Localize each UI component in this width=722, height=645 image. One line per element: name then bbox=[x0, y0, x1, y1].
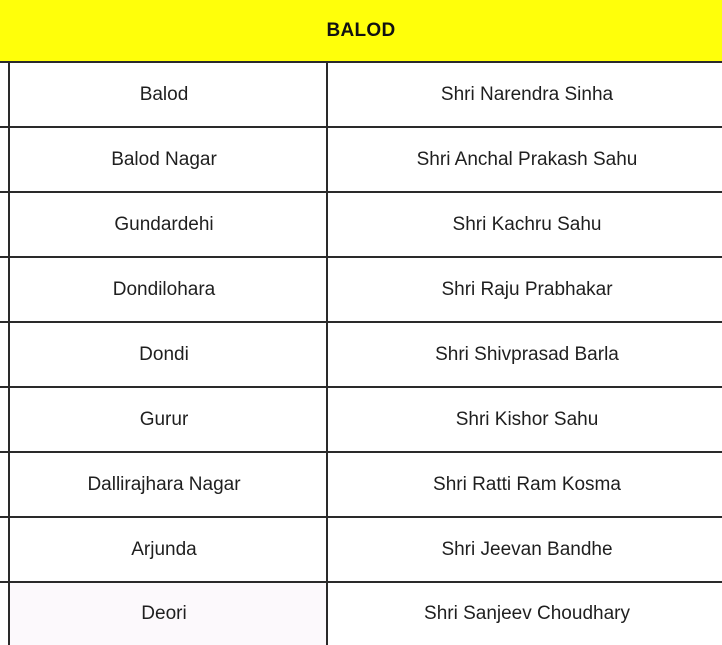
name-cell: Shri Narendra Sinha bbox=[440, 83, 614, 105]
table-row bbox=[0, 518, 722, 583]
table-row bbox=[0, 388, 722, 453]
place-cell: Gundardehi bbox=[8, 193, 328, 256]
place-cell: Deori bbox=[8, 583, 328, 645]
table-row bbox=[0, 258, 722, 323]
table-row bbox=[0, 193, 722, 258]
name-cell: Shri Shivprasad Barla bbox=[435, 343, 619, 365]
name-cell: Shri Kishor Sahu bbox=[455, 408, 599, 430]
place-cell: Balod bbox=[8, 63, 328, 126]
table-row bbox=[0, 323, 722, 388]
name-cell: Shri Ratti Ram Kosma bbox=[433, 473, 621, 495]
name-cell: Shri Sanjeev Choudhary bbox=[424, 603, 630, 624]
table-row bbox=[0, 63, 722, 128]
table-row bbox=[0, 128, 722, 193]
name-cell: Shri Anchal Prakash Sahu bbox=[416, 148, 638, 170]
table-row bbox=[0, 583, 722, 645]
place-cell: Balod Nagar bbox=[8, 128, 328, 191]
place-cell: Dallirajhara Nagar bbox=[8, 453, 328, 516]
place-cell: Gurur bbox=[8, 388, 328, 451]
place-cell: Arjunda bbox=[8, 518, 328, 581]
name-cell: Shri Jeevan Bandhe bbox=[441, 538, 613, 560]
officials-table bbox=[0, 61, 722, 645]
table-row bbox=[0, 453, 722, 518]
place-cell: Dondi bbox=[8, 323, 328, 386]
name-cell: Shri Kachru Sahu bbox=[452, 213, 602, 235]
name-cell: Shri Raju Prabhakar bbox=[441, 278, 613, 300]
table-title: BALOD bbox=[0, 0, 722, 61]
place-cell: Dondilohara bbox=[8, 258, 328, 321]
